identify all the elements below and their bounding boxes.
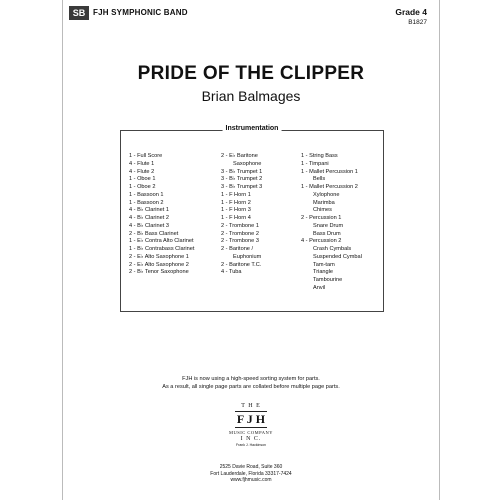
instrument-entry: 1 - Mallet Percussion 2: [301, 184, 358, 190]
instrument-entry: 4 - Percussion 2: [301, 238, 342, 245]
instrument-entry: 1 - E♭ Contra Alto Clarinet: [129, 238, 194, 245]
address-line-2: Fort Lauderdale, Florida 33317-7424: [210, 470, 292, 477]
instrument-entry: 2 - Percussion 1: [301, 215, 342, 221]
instrument-entry: 2 - Baritone /: [221, 246, 254, 252]
instrument-entry: 1 - Oboe 2: [129, 184, 156, 190]
series-name: FJH SYMPHONIC BAND: [93, 8, 188, 17]
logo-lower: MUSIC COMPANY: [229, 430, 273, 435]
instrument-entry: 1 - F Horn 4: [221, 215, 251, 221]
instrument-entry: 1 - Bassoon 2: [129, 199, 164, 206]
instrument-entry: 4 - B♭ Clarinet 3: [129, 222, 169, 229]
instrument-entry: 1 - Oboe 1: [129, 176, 156, 183]
instrument-entry: Tambourine: [313, 277, 343, 283]
instrument-entry: Anvil: [313, 284, 326, 291]
instrument-entry: 1 - Mallet Percussion 1: [301, 168, 358, 175]
instrumentation-heading: Instrumentation: [223, 125, 282, 132]
address-line-1: 2525 Davie Road, Suite 360: [219, 464, 283, 470]
instrument-entry: 1 - String Bass: [301, 153, 338, 159]
address-line-3: www.fjhmusic.com: [230, 477, 272, 483]
sorting-note-line-2: As a result, all single page parts are collated before multiple page parts.: [162, 384, 340, 390]
instrument-entry: 2 - E♭ Alto Saxophone 1: [129, 253, 189, 260]
instrument-entry: 3 - B♭ Trumpet 1: [221, 168, 263, 175]
composer-name: Brian Balmages: [201, 88, 301, 104]
instrument-entry: 3 - B♭ Trumpet 2: [221, 176, 263, 183]
instrument-entry: 1 - Timpani: [301, 160, 329, 167]
instrumentation-column-1: [129, 153, 194, 277]
instrument-entry: 1 - F Horn 1: [221, 191, 251, 198]
instrument-entry: Euphonium: [233, 253, 262, 260]
instrument-entry: Xylophone: [313, 191, 340, 198]
grade-label: Grade 4: [395, 7, 427, 17]
publisher-address: [63, 464, 439, 484]
instrument-entry: 1 - B♭ Contrabass Clarinet: [129, 246, 195, 252]
instrument-entry: Snare Drum: [313, 222, 344, 229]
score-cover-page: [62, 0, 440, 500]
instrument-entry: 1 - F Horn 2: [221, 199, 251, 206]
instrument-entry: 3 - B♭ Trumpet 3: [221, 184, 263, 190]
instrument-entry: 2 - Trombone 1: [221, 222, 259, 229]
instrument-entry: Triangle: [313, 269, 334, 276]
series-badge: SB: [69, 6, 89, 20]
instrument-entry: 4 - Flute 1: [129, 160, 155, 167]
fjh-logo: [227, 403, 275, 458]
logo-top: T H E: [241, 403, 261, 409]
instrument-entry: 1 - Bassoon 1: [129, 191, 164, 198]
instrumentation-column-3: [301, 153, 362, 293]
sorting-note-line-1: FJH is now using a high-speed sorting system for parts.: [182, 376, 320, 382]
instrument-entry: 4 - B♭ Clarinet 1: [129, 207, 169, 214]
instrument-entry: 2 - B♭ Bass Clarinet: [129, 230, 179, 237]
instrument-entry: 1 - F Horn 3: [221, 207, 251, 214]
instrument-entry: 2 - B♭ Tenor Saxophone: [129, 269, 189, 276]
instrumentation-column-2: [221, 153, 262, 277]
instrument-entry: 2 - Trombone 3: [221, 238, 259, 245]
instrument-entry: Bass Drum: [313, 230, 341, 237]
instrument-entry: 1 - Full Score: [129, 153, 163, 159]
instrument-entry: Saxophone: [233, 160, 262, 167]
catalog-code: B1827: [408, 19, 427, 26]
sorting-note: [63, 375, 439, 391]
instrument-entry: 4 - Flute 2: [129, 168, 155, 175]
instrument-entry: Suspended Cymbal: [313, 253, 362, 260]
instrument-entry: Bells: [313, 176, 326, 183]
logo-sub: Frank J. Hackinson: [236, 443, 266, 447]
instrument-entry: Crash Cymbals: [313, 246, 352, 252]
logo-middle: F J H: [236, 412, 266, 426]
instrument-entry: Marimba: [313, 199, 335, 206]
instrument-entry: Chimes: [313, 207, 332, 214]
instrumentation-box: [120, 125, 384, 312]
instrument-entry: 2 - E♭ Baritone: [221, 153, 258, 159]
instrument-entry: Tam-tam: [313, 261, 335, 268]
logo-bottom: I N C.: [240, 436, 262, 442]
instrument-entry: 2 - E♭ Alto Saxophone 2: [129, 261, 189, 268]
instrument-entry: 2 - Trombone 2: [221, 230, 259, 237]
instrument-entry: 4 - B♭ Clarinet 2: [129, 215, 169, 221]
instrument-entry: 4 - Tuba: [221, 269, 242, 276]
piece-title: PRIDE OF THE CLIPPER: [137, 63, 365, 84]
instrument-entry: 2 - Baritone T.C.: [221, 261, 262, 268]
